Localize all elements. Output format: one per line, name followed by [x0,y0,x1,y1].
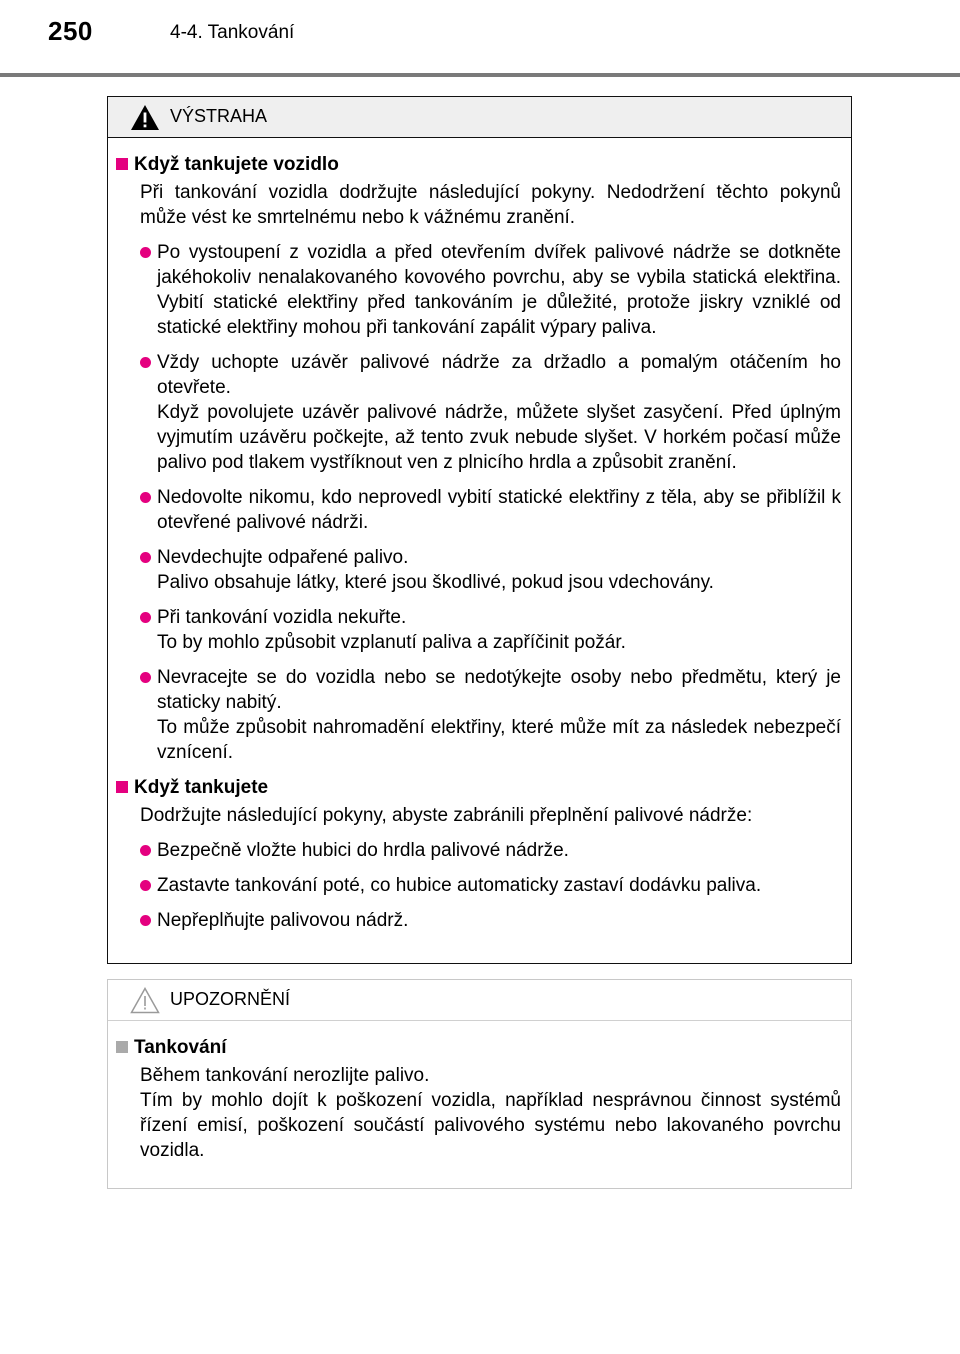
list-item-text: Zastavte tankování poté, co hubice automaticky zastaví dodávku paliva. [157,875,762,896]
list-item [116,240,841,340]
notice-header [108,980,851,1021]
page-number: 250 [48,16,93,46]
grey-square-icon [116,1041,128,1053]
list-item-text: Bezpečně vložte hubici do hrdla palivové nádrže. [157,840,569,861]
section-intro: Dodržujte následující pokyny, abyste zabránili přeplnění palivové nádrže: [140,805,753,826]
list-item [116,838,841,863]
list-item-text: Při tankování vozidla nekuřte. [157,607,407,628]
bullet-dot-icon [140,247,151,258]
magenta-square-icon [116,158,128,170]
notice-box [107,979,852,1189]
header-divider [0,73,960,77]
magenta-square-icon [116,781,128,793]
bullet-list [116,838,841,933]
list-item [116,908,841,933]
bullet-list [116,240,841,765]
bullet-dot-icon [140,880,151,891]
list-item [116,873,841,898]
section-intro: Při tankování vozidla dodržujte následující pokyny. Nedodržení těchto pokynů může vést ke smrtelnému nebo k vážnému zranění. [140,182,841,228]
warning-header [108,97,851,138]
list-item [116,665,841,765]
list-item-text: To by mohlo způsobit vzplanutí paliva a zapříčinit požár. [157,632,626,653]
list-item-text: Nevdechujte odpařené palivo. [157,547,409,568]
list-item-text: Nepřeplňujte palivovou nádrž. [157,910,409,931]
notice-body [108,1021,851,1163]
list-item [116,485,841,535]
bullet-dot-icon [140,357,151,368]
section-heading [116,775,841,800]
caution-triangle-icon [130,987,160,1014]
notice-text [116,1063,841,1163]
bullet-dot-icon [140,845,151,856]
bullet-dot-icon [140,612,151,623]
warning-title: VÝSTRAHA [170,106,268,126]
bullet-dot-icon [140,672,151,683]
list-item [116,605,841,655]
bullet-dot-icon [140,492,151,503]
notice-title: UPOZORNĚNÍ [170,989,291,1009]
section-heading [116,152,841,177]
list-item-text: Po vystoupení z vozidla a před otevřením dvířek palivové nádrže se dotkněte jakéhokoliv nenalakovaného kovového povrchu, aby se vybila statická elektřina. Vybití statické elektřiny před tankováním je důležité, protože jiskry vzniklé od statické elektřiny mohou při tankování zapálit výpary paliva. [157,242,841,338]
bullet-dot-icon [140,552,151,563]
section-title: 4-4. Tankování [170,22,295,43]
list-item-text: To může způsobit nahromadění elektřiny, které může mít za následek nebezpečí vznícení. [157,717,841,763]
list-item-text: Palivo obsahuje látky, které jsou škodlivé, pokud jsou vdechovány. [157,572,714,593]
warning-triangle-icon [130,104,160,131]
list-item [116,350,841,475]
list-item-text: Vždy uchopte uzávěr palivové nádrže za držadlo a pomalým otáčením ho otevřete. [157,352,841,398]
bullet-dot-icon [140,915,151,926]
list-item-text: Nevracejte se do vozidla nebo se nedotýkejte osoby nebo předmětu, který je staticky nabitý. [157,667,841,713]
warning-body [108,138,851,933]
list-item-text: Když povolujete uzávěr palivové nádrže, můžete slyšet zasyčení. Před úplným vyjmutím uzávěru počkejte, až tento zvuk nebude slyšet. V horkém počasí může palivo pod tlakem vystříknout ven z plnicího hrdla a způsobit zranění. [157,402,841,473]
warning-box [107,96,852,964]
section-heading-text: Když tankujete vozidlo [134,154,339,175]
section-heading [116,1035,841,1060]
section-heading-text: Když tankujete [134,777,269,798]
section-heading-text: Tankování [134,1037,227,1058]
notice-line: Tím by mohlo dojít k poškození vozidla, například nesprávnou činnost systémů řízení emisí, poškození součástí palivového systému nebo lakovaného povrchu vozidla. [140,1090,841,1161]
list-item [116,545,841,595]
list-item-text: Nedovolte nikomu, kdo neprovedl vybití statické elektřiny z těla, aby se přiblížil k otevřené palivové nádrži. [157,487,841,533]
notice-line: Během tankování nerozlijte palivo. [140,1065,430,1086]
